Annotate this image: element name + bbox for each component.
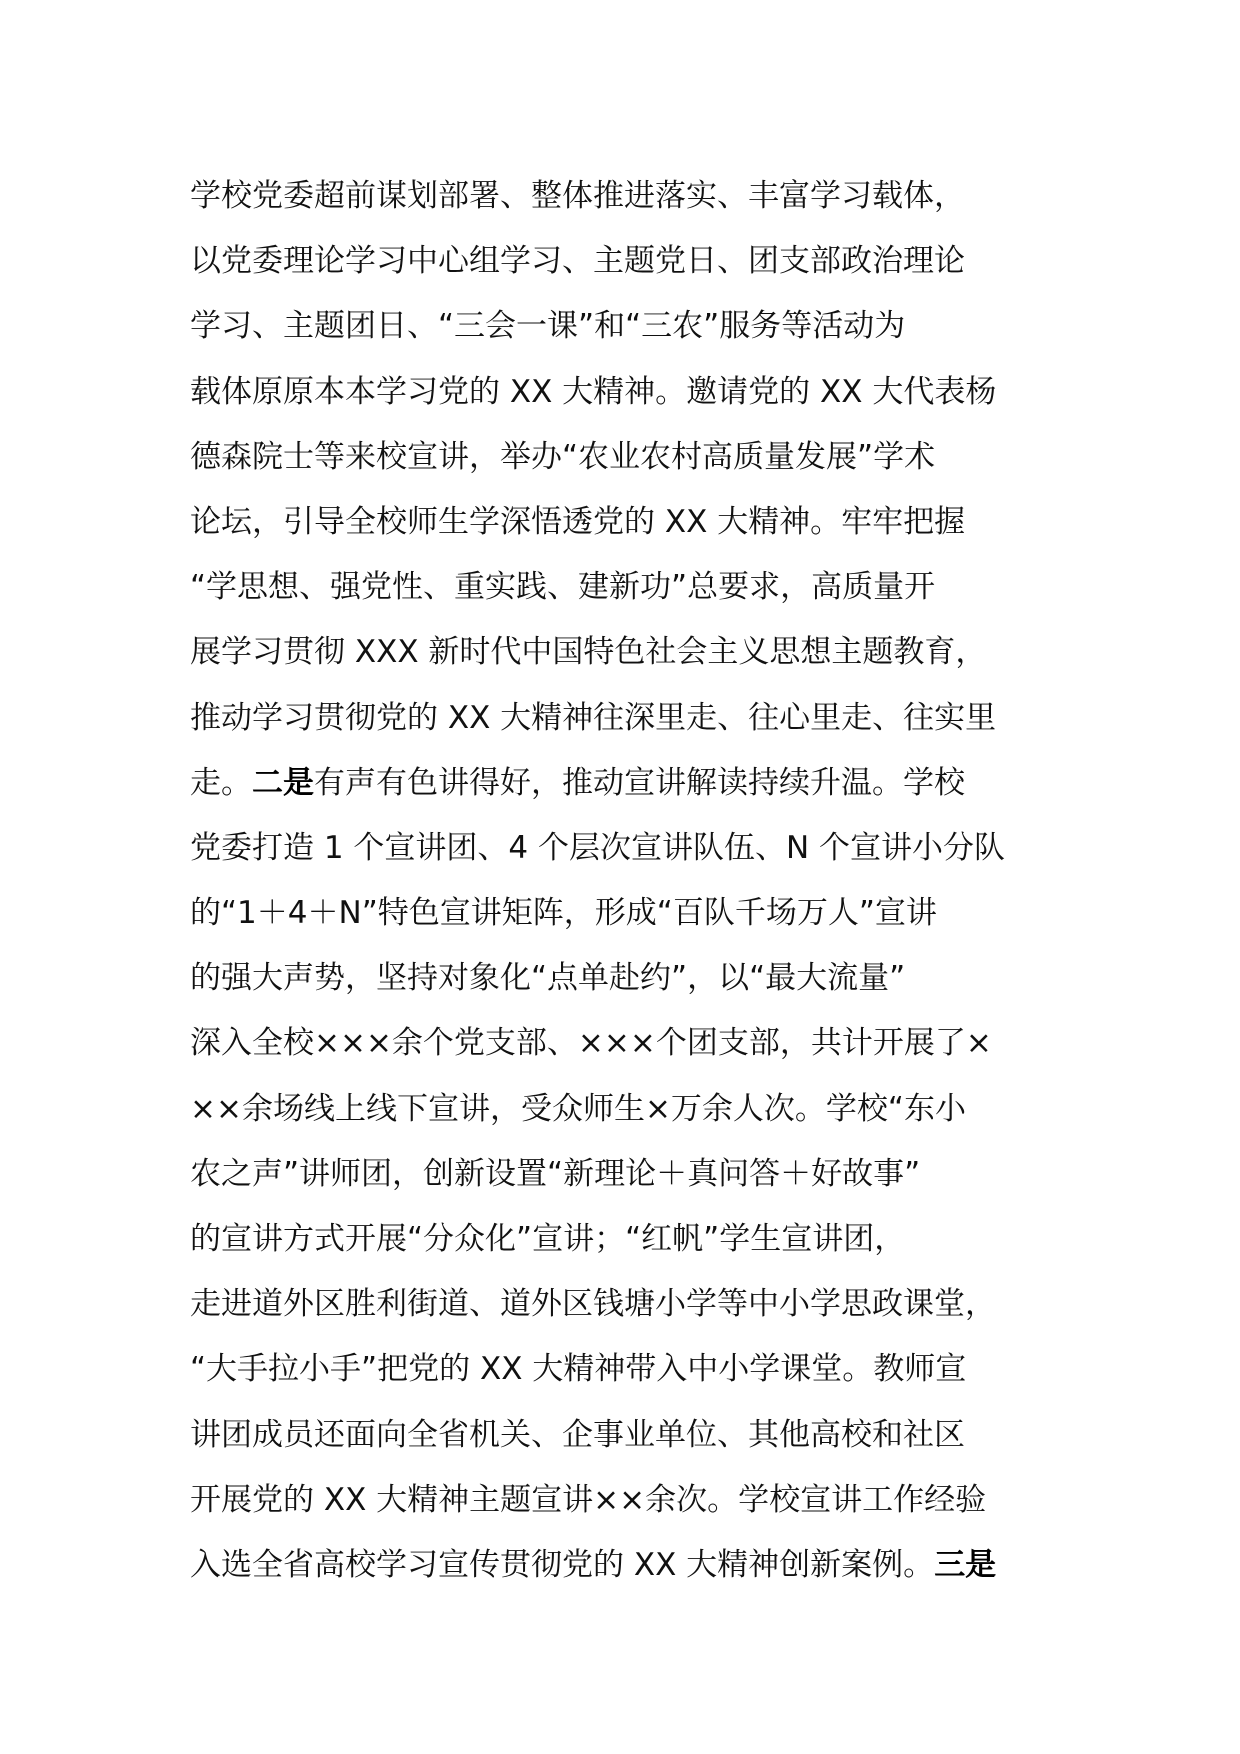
body-text bbox=[190, 164, 1070, 1598]
text-line bbox=[190, 229, 1070, 294]
text-line bbox=[190, 490, 1070, 555]
text-line bbox=[190, 1207, 1070, 1272]
text-line bbox=[190, 360, 1070, 425]
text-line bbox=[190, 425, 1070, 490]
text-run: 以党委理论学习中心组学习、主题党日、团支部政治理论 bbox=[190, 243, 965, 280]
text-run: 深入全校×××余个党支部、×××个团支部，共计开展了× bbox=[190, 1025, 992, 1062]
text-run: 的强大声势，坚持对象化“点单赴约”，以“最大流量” bbox=[190, 960, 906, 997]
text-line bbox=[190, 555, 1070, 620]
text-run: 载体原原本本学习党的 XX 大精神。邀请党的 XX 大代表杨 bbox=[190, 373, 997, 410]
text-run: 德森院士等来校宣讲，举办“农业农村高质量发展”学术 bbox=[190, 438, 936, 475]
text-line bbox=[190, 1011, 1070, 1076]
text-run: 有声有色讲得好，推动宣讲解读持续升温。学校 bbox=[314, 764, 965, 801]
text-line bbox=[190, 686, 1070, 751]
text-run: 农之声”讲师团，创新设置“新理论＋真问答＋好故事” bbox=[190, 1155, 921, 1192]
text-run: 开展党的 XX 大精神主题宣讲××余次。学校宣讲工作经验 bbox=[190, 1481, 987, 1518]
text-line bbox=[190, 816, 1070, 881]
text-run: “大手拉小手”把党的 XX 大精神带入中小学课堂。教师宣 bbox=[190, 1351, 967, 1388]
text-run: ××余场线上线下宣讲，受众师生×万余人次。学校“东小 bbox=[190, 1090, 966, 1127]
text-run: 论坛，引导全校师生学深悟透党的 XX 大精神。牢牢把握 bbox=[190, 503, 966, 540]
text-run: 讲团成员还面向全省机关、企事业单位、其他高校和社区 bbox=[190, 1416, 965, 1453]
text-run: “学思想、强党性、重实践、建新功”总要求，高质量开 bbox=[190, 569, 936, 606]
text-run: 展学习贯彻 XXX 新时代中国特色社会主义思想主题教育， bbox=[190, 634, 987, 671]
text-run: 走。 bbox=[190, 764, 252, 801]
text-run: 走进道外区胜利街道、道外区钱塘小学等中小学思政课堂， bbox=[190, 1286, 996, 1323]
text-run: 的宣讲方式开展“分众化”宣讲；“红帆”学生宣讲团， bbox=[190, 1221, 906, 1257]
text-run: 推动学习贯彻党的 XX 大精神往深里走、往心里走、往实里 bbox=[190, 699, 997, 736]
text-run: 学校党委超前谋划部署、整体推进落实、丰富学习载体， bbox=[190, 178, 965, 214]
bold-lead-phrase: 二是 bbox=[252, 764, 314, 801]
text-line bbox=[190, 1142, 1070, 1207]
text-line bbox=[190, 751, 1070, 816]
text-line bbox=[190, 881, 1070, 946]
text-line bbox=[190, 946, 1070, 1011]
text-line bbox=[190, 1403, 1070, 1468]
text-run: 的“1＋4＋N”特色宣讲矩阵，形成“百队千场万人”宣讲 bbox=[190, 895, 937, 932]
text-line bbox=[190, 1468, 1070, 1533]
text-line bbox=[190, 620, 1070, 685]
text-line bbox=[190, 1337, 1070, 1402]
text-run: 学习、主题团日、“三会一课”和“三农”服务等活动为 bbox=[190, 308, 906, 345]
text-line bbox=[190, 1272, 1070, 1337]
text-line bbox=[190, 1533, 1070, 1598]
text-run: 入选全省高校学习宣传贯彻党的 XX 大精神创新案例。 bbox=[190, 1546, 935, 1583]
text-line bbox=[190, 294, 1070, 359]
text-run: 党委打造 1 个宣讲团、4 个层次宣讲队伍、N 个宣讲小分队 bbox=[190, 829, 1006, 866]
bold-lead-phrase: 三是 bbox=[934, 1546, 997, 1583]
text-line bbox=[190, 1077, 1070, 1142]
text-line bbox=[190, 164, 1070, 229]
